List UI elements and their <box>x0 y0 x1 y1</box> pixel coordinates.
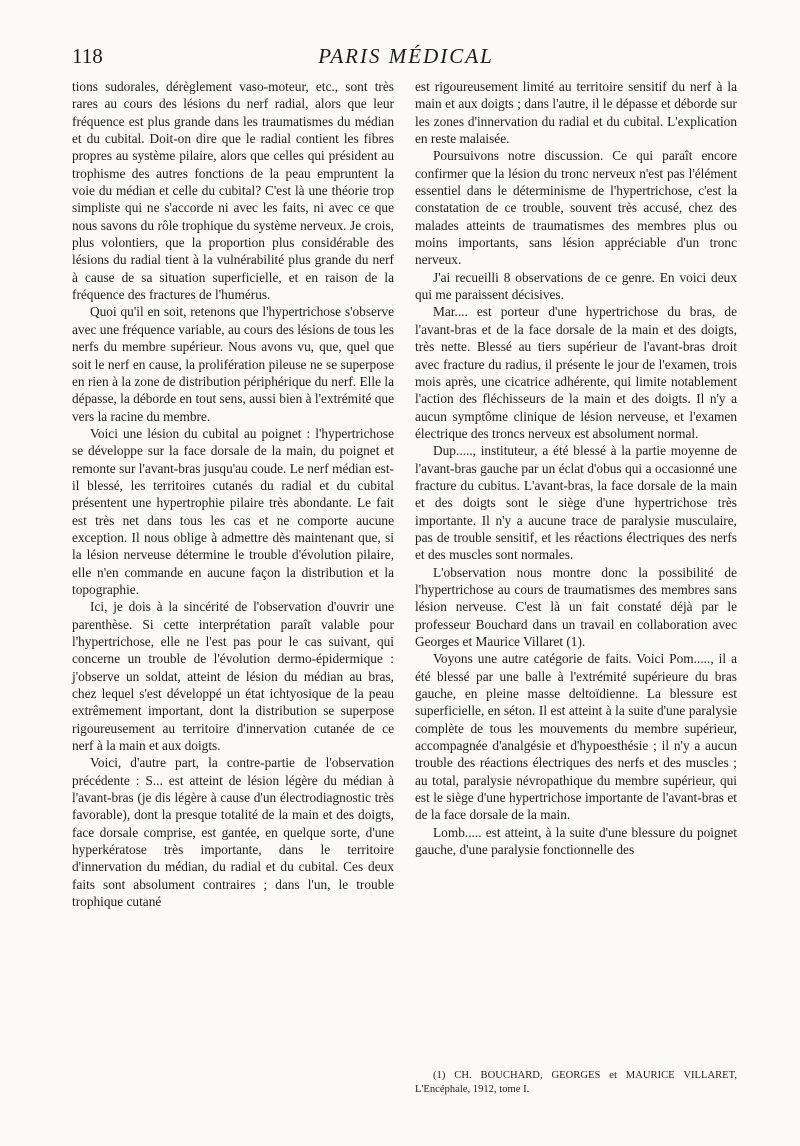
page-number: 118 <box>72 44 103 68</box>
left-column <box>72 78 394 911</box>
right-column <box>415 78 737 858</box>
paragraph: Voici une lésion du cubital au poignet : l'hypertrichose se développe sur la face dorsale de la main, du poignet et remonte sur l'avant-bras jusqu'au coude. Le nerf médian est-il blessé, les territoires cutanés du radial et du cubital présentent une hypertrophie pilaire très abondante. Le fait est très net dans tous les cas et ne comporte aucune exception. Il nous oblige à admettre dès maintenant que, si la lésion nerveuse détermine le trouble d'évolution pilaire, elle n'en commande en aucune façon la distribution et la topographie. <box>72 425 394 597</box>
paragraph: Mar.... est porteur d'une hypertrichose du bras, de l'avant-bras et de la face dorsale de la main et des doigts, très nette. Blessé au tiers supérieur de l'avant-bras droit avec fracture du radius, il présente le jour de l'examen, trois mois après, une cicatrice adhérente, qui limite notablement l'action des fléchisseurs de la main et des doigts. Il n'y a aucun symptôme clinique de lésion nerveuse, et l'examen électrique des troncs nerveux est absolument normal. <box>415 304 737 441</box>
paragraph: Voici, d'autre part, la contre-partie de l'observation précédente : S... est atteint de lésion légère du médian à l'avant-bras (je dis légère à cause d'un électrodiagnostic très favorable), dont la presque totalité de la main et des doigts, face dorsale comprise, est gantée, en quelque sorte, d'une hyperkératose très importante, dans le territoire d'innervation du médian, du radial et du cubital. Ces deux faits sont absolument contraires ; dans l'un, le trouble trophique cutané <box>72 755 394 910</box>
footnote: (1) CH. BOUCHARD, GEORGES et MAURICE VILLARET, L'Encéphale, 1912, tome I. <box>415 1070 737 1095</box>
page-header <box>72 44 740 76</box>
paragraph: Lomb..... est atteint, à la suite d'une blessure du poignet gauche, d'une paralysie fonctionnelle des <box>415 824 737 858</box>
paragraph: tions sudorales, dérèglement vaso-moteur, etc., sont très rares au cours des lésions du nerf radial, alors que leur fréquence est plus grande dans les traumatismes du médian et du cubital. Doit-on dire que le radial contient les fibres propres au système pilaire, alors que celles qui président au trophisme des autres fonctions de la peau empruntent la voie du médian et celle du cubital? C'est là une théorie trop simpliste qui ne s'accorde ni avec les faits, ni avec ce que nous savons du rôle trophique du système nerveux. Je crois, plus volontiers, que la proportion plus considérable des lésions du radial tient à la vulnérabilité plus grande du nerf à cause de sa situation superficielle, et en raison de la fréquence des fractures de l'humérus. <box>72 79 394 303</box>
paragraph: L'observation nous montre donc la possibilité de l'hypertrichose au cours de traumatismes des membres sans lésion nerveuse. C'est là un fait constaté déjà par le professeur Bouchard dans un travail en collaboration avec Georges et Maurice Villaret (1). <box>415 564 737 649</box>
paragraph: Poursuivons notre discussion. Ce qui paraît encore confirmer que la lésion du tronc nerveux n'est pas l'élément essentiel dans le déterminisme de l'hypertrichose, c'est la constatation de ce trouble, souvent très accusé, chez des malades atteints de traumatismes des membres plus ou moins importants, sans lésion appréciable d'un tronc nerveux. <box>415 148 737 268</box>
paragraph: Dup....., instituteur, a été blessé à la partie moyenne de l'avant-bras gauche par un éclat d'obus qui a occasionné une fracture du cubitus. L'avant-bras, la face dorsale de la main et des doigts sont le siège d'une hypertrichose très importante. Il n'y a aucune trace de paralysie musculaire, pas de trouble sensitif, et les réactions électriques des nerfs et des muscles sont normales. <box>415 443 737 563</box>
paragraph: J'ai recueilli 8 observations de ce genre. En voici deux qui me paraissent décisives. <box>415 269 737 303</box>
paragraph: Voyons une autre catégorie de faits. Voici Pom....., il a été blessé par une balle à l'extrémité supérieure du bras gauche, en pleine masse deltoïdienne. La blessure est superficielle, en séton. Il est atteint à la suite d'une paralysie complète de tous les mouvements du membre supérieur, accompagnée d'analgésie et d'hypoesthésie ; il n'y a aucun trouble des réactions électriques des nerfs et des muscles ; au total, paralysie névropathique du membre supérieur, qui est le siège d'une hypertrichose importante de l'avant-bras et de la face dorsale de la main. <box>415 651 737 823</box>
running-title: PARIS MÉDICAL <box>318 44 494 68</box>
paragraph: Quoi qu'il en soit, retenons que l'hypertrichose s'observe avec une fréquence variable, au cours des lésions de tous les nerfs du membre supérieur. Nous avons vu, que, quel que soit le nerf en cause, la prolifération pileuse ne se superpose en rien à la zone de distribution périphérique du nerf. Elle la dépasse, la déborde en tout sens, aussi bien à l'extrémité que vers la racine du membre. <box>72 304 394 424</box>
paragraph: est rigoureusement limité au territoire sensitif du nerf à la main et aux doigts ; dans l'autre, il le dépasse et déborde sur les zones d'innervation du radial et du cubital. L'explication en reste malaisée. <box>415 79 737 147</box>
paragraph: Ici, je dois à la sincérité de l'observation d'ouvrir une parenthèse. Si cette interprétation paraît valable pour l'hypertrichose, elle ne l'est pas pour le cas suivant, qui concerne un trouble de l'évolution dermo-épidermique : j'observe un soldat, atteint de lésion du médian au bras, chez lequel s'est développé un état ichtyosique de la peau extrêmement important, dont la distribution se superpose rigoureusement au territoire d'innervation cutanée de ce nerf à la main et aux doigts. <box>72 599 394 754</box>
